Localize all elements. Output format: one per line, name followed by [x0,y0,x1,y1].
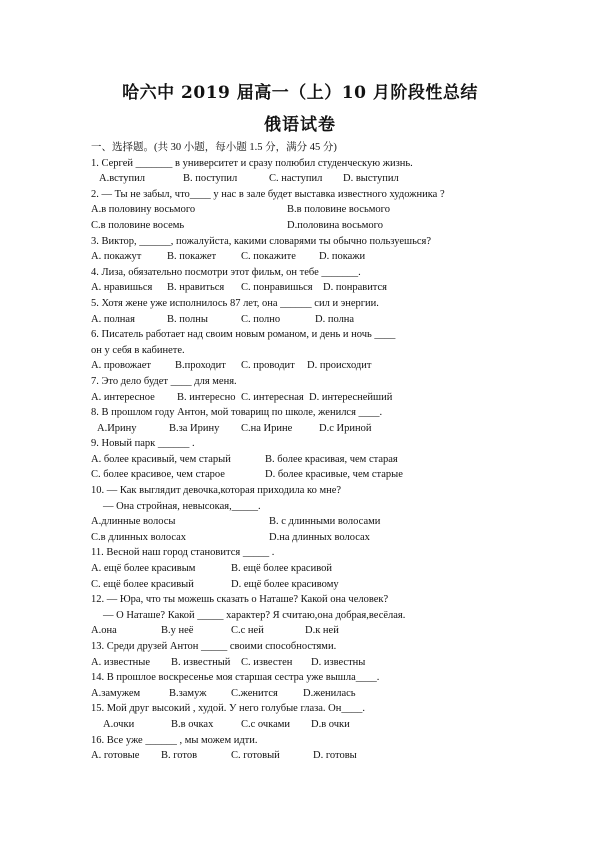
question-stem: 7. Это дело будет ____ для меня. [91,375,237,387]
options-row [91,514,521,530]
options-row [91,717,521,733]
options-row [91,561,521,577]
options-row [91,686,521,702]
question-stem: 2. — Ты не забыл, что____ у нас в зале будет выставка известного художника ? [91,188,445,200]
option-d: D. ещё более красивому [231,578,339,590]
option-a: A.очки [103,718,135,730]
option-d: D. понравится [323,282,388,294]
option-b: B. покажет [167,251,217,263]
option-c: C. полно [241,313,281,325]
options-row [91,530,521,546]
question-stem-continued: — Она стройная, невысокая,_____. [103,500,261,512]
option-a: A.в половину восьмого [91,204,196,216]
option-c: C.в длинных волосах [91,531,187,543]
option-c: C.в половине восемь [91,219,185,231]
question-stem: 15. Мой друг высокий , худой. У него голубые глаза. Он____. [91,703,365,715]
option-b: B. полны [167,313,208,325]
option-d: D. выступил [343,173,399,185]
option-c: C. понравишься [241,282,313,294]
options-row [91,312,521,328]
option-d: D.с Ириной [319,422,372,434]
question-stem: 12. — Юра, что ты можешь сказать о Наташе? Какой она человек? [91,594,389,606]
question-stem-continued: он у себя в кабинете. [91,344,185,356]
option-a: A.замужем [91,687,141,699]
option-d: D. готовы [313,750,357,762]
option-c: C. более красивое, чем старое [91,469,225,481]
question-stem: 8. В прошлом году Антон, мой товарищ по школе, женился ____. [91,407,383,419]
option-b: B. более красивая, чем старая [265,453,398,465]
options-row [91,623,521,639]
question-stem: 13. Среди друзей Антон _____ своими способностями. [91,641,337,652]
option-c: C.на Ирине [241,422,293,434]
option-b: B.проходит [175,360,226,372]
option-d: D.в очки [311,718,350,730]
option-a: A.длинные волосы [91,516,176,528]
option-a: A. готовые [91,750,140,762]
option-a: A. более красивый, чем старый [91,453,231,465]
options-row [91,218,521,234]
option-d: D. полна [315,313,355,325]
question-stem: 14. В прошлое воскресенье моя старшая сестра уже вышла____. [91,672,380,684]
option-a: A. покажут [91,251,142,263]
option-d: D. покажи [319,251,366,263]
options-row [91,452,521,468]
option-b: B.замуж [169,687,207,699]
options-row [91,655,521,671]
options-row [91,748,521,764]
option-c: C.женится [231,687,278,699]
question-stem: 1. Сергей _______ в университет и сразу полюбил студенческую жизнь. [91,157,413,169]
option-d: D.к ней [305,625,339,637]
option-a: A. нравишься [91,282,153,294]
options-row [91,577,521,593]
question-stem: 10. — Как выглядит девочка,которая приходила ко мне? [91,485,342,497]
option-a: A.вступил [99,173,145,185]
option-d: D.половина восьмого [287,219,383,231]
option-b: B.у неё [161,625,194,637]
option-c: C. готовый [231,750,280,762]
option-b: B. поступил [183,173,238,185]
section-heading: 一、选择题。(共 30 小题，每小题 1.5 分，满分 45 分) [91,142,337,153]
option-d: D. интереснейший [309,391,393,403]
option-b: B. с длинными волосами [269,516,381,528]
question-stem: 3. Виктор, ______, пожалуйста, какими словарями ты обычно пользуешься? [91,235,432,247]
option-c: C. наступил [269,173,323,185]
question-list [91,140,521,764]
option-b: B. ещё более красивой [231,563,332,575]
question-stem: 4. Лиза, обязательно посмотри этот фильм, он тебе _______. [91,266,361,278]
option-c: C.с очками [241,718,291,730]
option-b: B. готов [161,750,198,762]
option-a: A.она [91,625,117,637]
exam-subtitle: 俄语试卷 [264,115,336,135]
option-c: C.с ней [231,625,264,637]
option-d: D. известны [311,656,366,668]
options-row [91,467,521,483]
question-stem: 6. Писатель работает над своим новым романом, и день и ночь ____ [91,329,396,341]
question-stem: 16. Все уже ______ , мы можем идти. [91,734,258,746]
option-c: C. известен [241,656,293,668]
option-b: B. известный [171,656,231,668]
options-row [91,202,521,218]
question-stem: 11. Весной наш город становится _____ . [91,547,275,559]
options-row [91,421,521,437]
options-row [91,280,521,296]
question-stem: 5. Хотя жене уже исполнилось 87 лет, она ______ сил и энергии. [91,297,379,309]
option-d: D. происходит [307,360,372,372]
option-a: A. интересное [91,391,155,403]
option-b: B. нравиться [167,282,225,294]
option-d: D.женилась [303,687,356,699]
option-c: C. интересная [241,391,304,403]
option-c: C. проводит [241,360,295,372]
option-b: B.в очках [171,718,214,730]
option-a: A.Ирину [97,422,137,434]
option-a: A. известные [91,656,151,668]
options-row [91,249,521,265]
options-row [91,390,521,406]
option-b: B. интересно [177,391,236,403]
option-b: B.в половине восьмого [287,204,390,216]
exam-title: 哈六中 2019 届高一（上）10 月阶段性总结 [122,83,478,103]
option-d: D. более красивые, чем старые [265,469,403,481]
option-c: C. покажите [241,251,296,263]
option-b: B.за Ирину [169,422,220,434]
option-a: A. ещё более красивым [91,563,196,575]
option-a: A. полная [91,313,135,325]
question-stem: 9. Новый парк ______ . [91,438,195,450]
option-d: D.на длинных волосах [269,531,370,543]
options-row [91,358,521,374]
option-c: C. ещё более красивый [91,578,194,590]
options-row [91,171,521,187]
question-stem-continued: — О Наташе? Какой _____ характер? Я считаю,она добрая,весёлая. [103,609,406,621]
option-a: A. провожает [91,360,151,372]
